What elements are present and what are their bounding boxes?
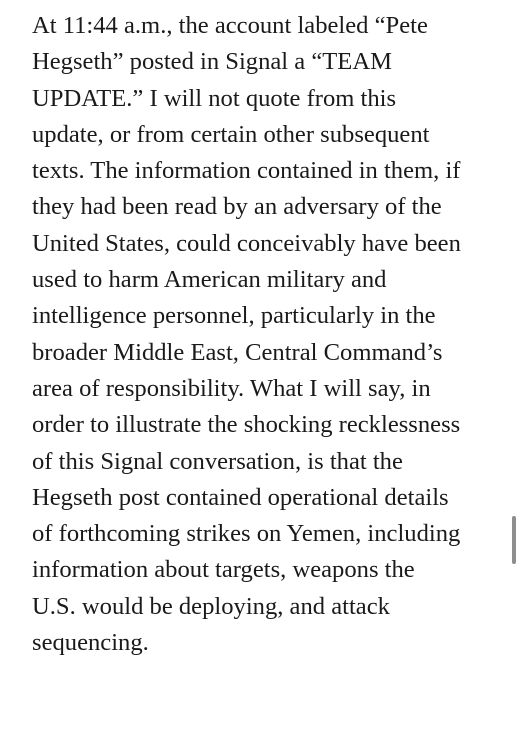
text-line: UPDATE.” I will not quote from this [32, 84, 397, 112]
text-line: update, or from certain other subsequent [32, 120, 430, 148]
scrollbar-thumb[interactable] [512, 516, 516, 564]
text-line: United States, could conceivably have been [32, 229, 461, 257]
text-line: U.S. would be deploying, and attack [32, 592, 390, 620]
text-line: sequencing. [32, 629, 149, 657]
text-line: At 11:44 a.m., the account labeled “Pete [32, 12, 428, 39]
text-line: texts. The information contained in them, if [32, 157, 461, 185]
text-line: they had been read by an adversary of the [32, 193, 442, 221]
article-paragraph [32, 8, 502, 661]
text-line: Hegseth post contained operational details [32, 483, 449, 511]
text-line: intelligence personnel, particularly in the [32, 302, 436, 330]
text-line: used to harm American military and [32, 266, 387, 294]
text-line: Hegseth” posted in Signal a “TEAM [32, 48, 392, 76]
text-line: order to illustrate the shocking recklessness [32, 411, 461, 439]
text-line: area of responsibility. What I will say, in [32, 374, 431, 402]
article-body [32, 8, 502, 661]
text-line: of this Signal conversation, is that the [32, 447, 403, 475]
text-line: of forthcoming strikes on Yemen, including [32, 520, 461, 548]
text-line: information about targets, weapons the [32, 556, 415, 584]
text-line: broader Middle East, Central Command’s [32, 338, 443, 366]
